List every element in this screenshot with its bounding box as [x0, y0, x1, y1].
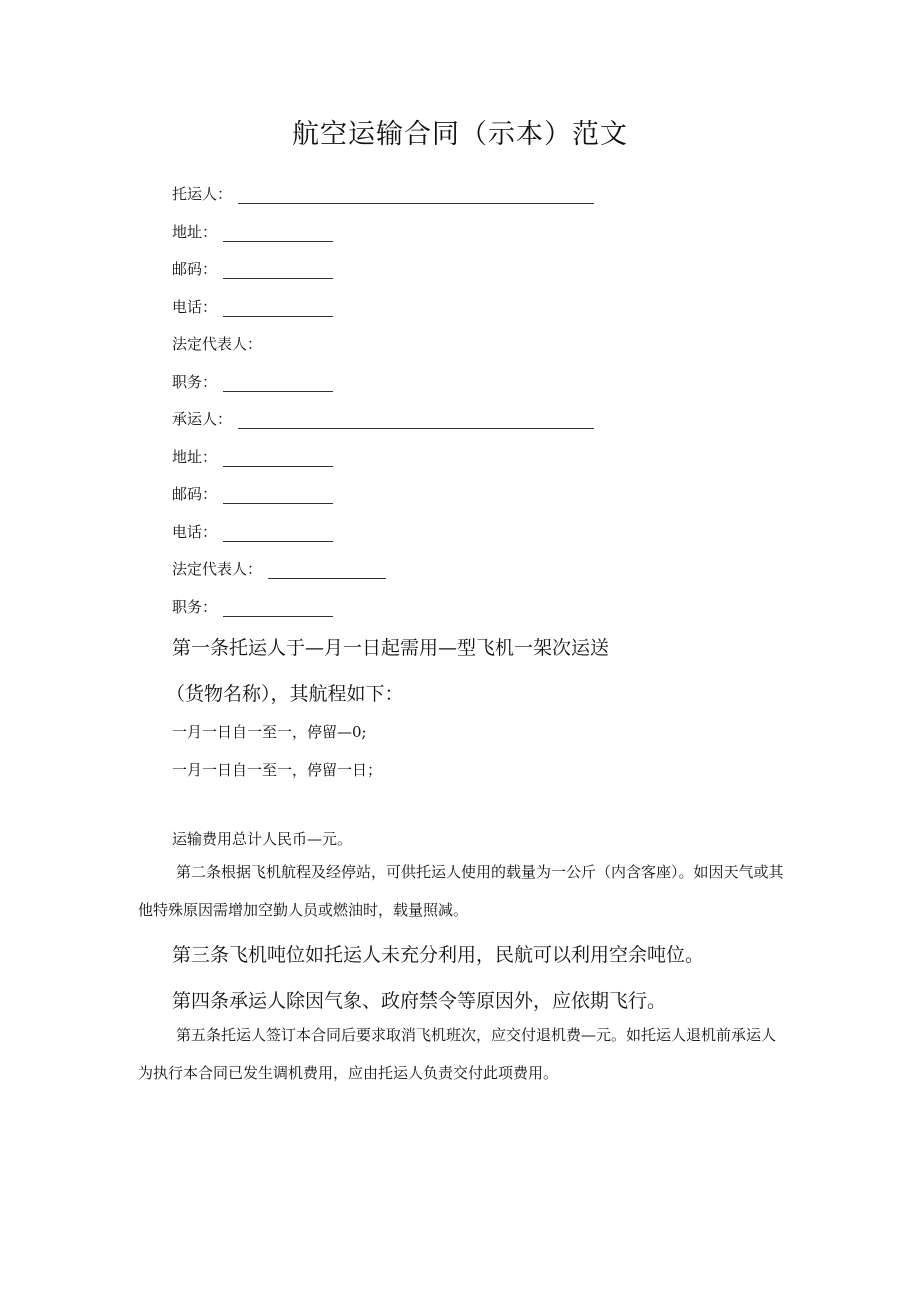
carrier-field: [172, 407, 594, 429]
article2-paragraph: 第二条根据飞机航程及经停站，可供托运人使用的载量为一公斤（内含客座）。如因天气或其他特殊原因需增加空勤人员或燃油时，载量照减。: [138, 863, 784, 919]
carrier-postcode-blank[interactable]: [223, 487, 333, 504]
carrier-legal-rep-field: [172, 557, 386, 579]
shipper-postcode-blank[interactable]: [223, 262, 333, 279]
carrier-address-label: 地址：: [172, 448, 218, 466]
article1-fee: 运输费用总计人民币—元。: [172, 830, 353, 848]
shipper-legal-rep-label: 法定代表人：: [172, 335, 263, 353]
shipper-position-label: 职务：: [172, 373, 218, 391]
shipper-legal-rep-field: [172, 332, 262, 354]
article1-line1: 第一条托运人于—月一日起需用—型飞机一架次运送: [172, 637, 610, 659]
article4-paragraph: 第四条承运人除因气象、政府禁令等原因外，应依期飞行。: [172, 990, 667, 1012]
shipper-field: [172, 182, 594, 204]
carrier-legal-rep-label: 法定代表人：: [172, 560, 263, 578]
shipper-address-label: 地址：: [172, 223, 218, 241]
article1-route2: 一月一日自一至一，停留一日；: [172, 761, 383, 779]
shipper-postcode-label: 邮码：: [172, 260, 218, 278]
carrier-position-field: [172, 595, 333, 617]
carrier-legal-rep-blank[interactable]: [268, 562, 386, 579]
carrier-blank[interactable]: [238, 412, 594, 429]
shipper-address-field: [172, 220, 333, 242]
article3-paragraph: 第三条飞机吨位如托运人未充分利用，民航可以利用空余吨位。: [172, 944, 705, 966]
shipper-blank[interactable]: [238, 187, 594, 204]
shipper-address-blank[interactable]: [223, 225, 333, 242]
carrier-address-field: [172, 445, 333, 467]
shipper-label: 托运人：: [172, 185, 233, 203]
carrier-position-label: 职务：: [172, 598, 218, 616]
shipper-phone-label: 电话：: [172, 298, 218, 316]
carrier-position-blank[interactable]: [223, 600, 333, 617]
shipper-phone-blank[interactable]: [223, 300, 333, 317]
article1-route1: 一月一日自一至一，停留—0;: [172, 723, 367, 741]
shipper-position-field: [172, 370, 333, 392]
carrier-phone-label: 电话：: [172, 523, 218, 541]
article1-line2: （货物名称），其航程如下：: [166, 683, 404, 705]
document-title: 航空运输合同（示本）范文: [292, 119, 628, 150]
article5-paragraph: 第五条托运人签订本合同后要求取消飞机班次，应交付退机费—元。如托运人退机前承运人为执行本合同已发生调机费用，应由托运人负责交付此项费用。: [138, 1026, 777, 1082]
carrier-postcode-label: 邮码：: [172, 485, 218, 503]
shipper-postcode-field: [172, 257, 333, 279]
carrier-address-blank[interactable]: [223, 450, 333, 467]
carrier-label: 承运人：: [172, 410, 233, 428]
shipper-phone-field: [172, 295, 333, 317]
carrier-phone-field: [172, 520, 333, 542]
carrier-postcode-field: [172, 482, 333, 504]
shipper-position-blank[interactable]: [223, 375, 333, 392]
carrier-phone-blank[interactable]: [223, 525, 333, 542]
